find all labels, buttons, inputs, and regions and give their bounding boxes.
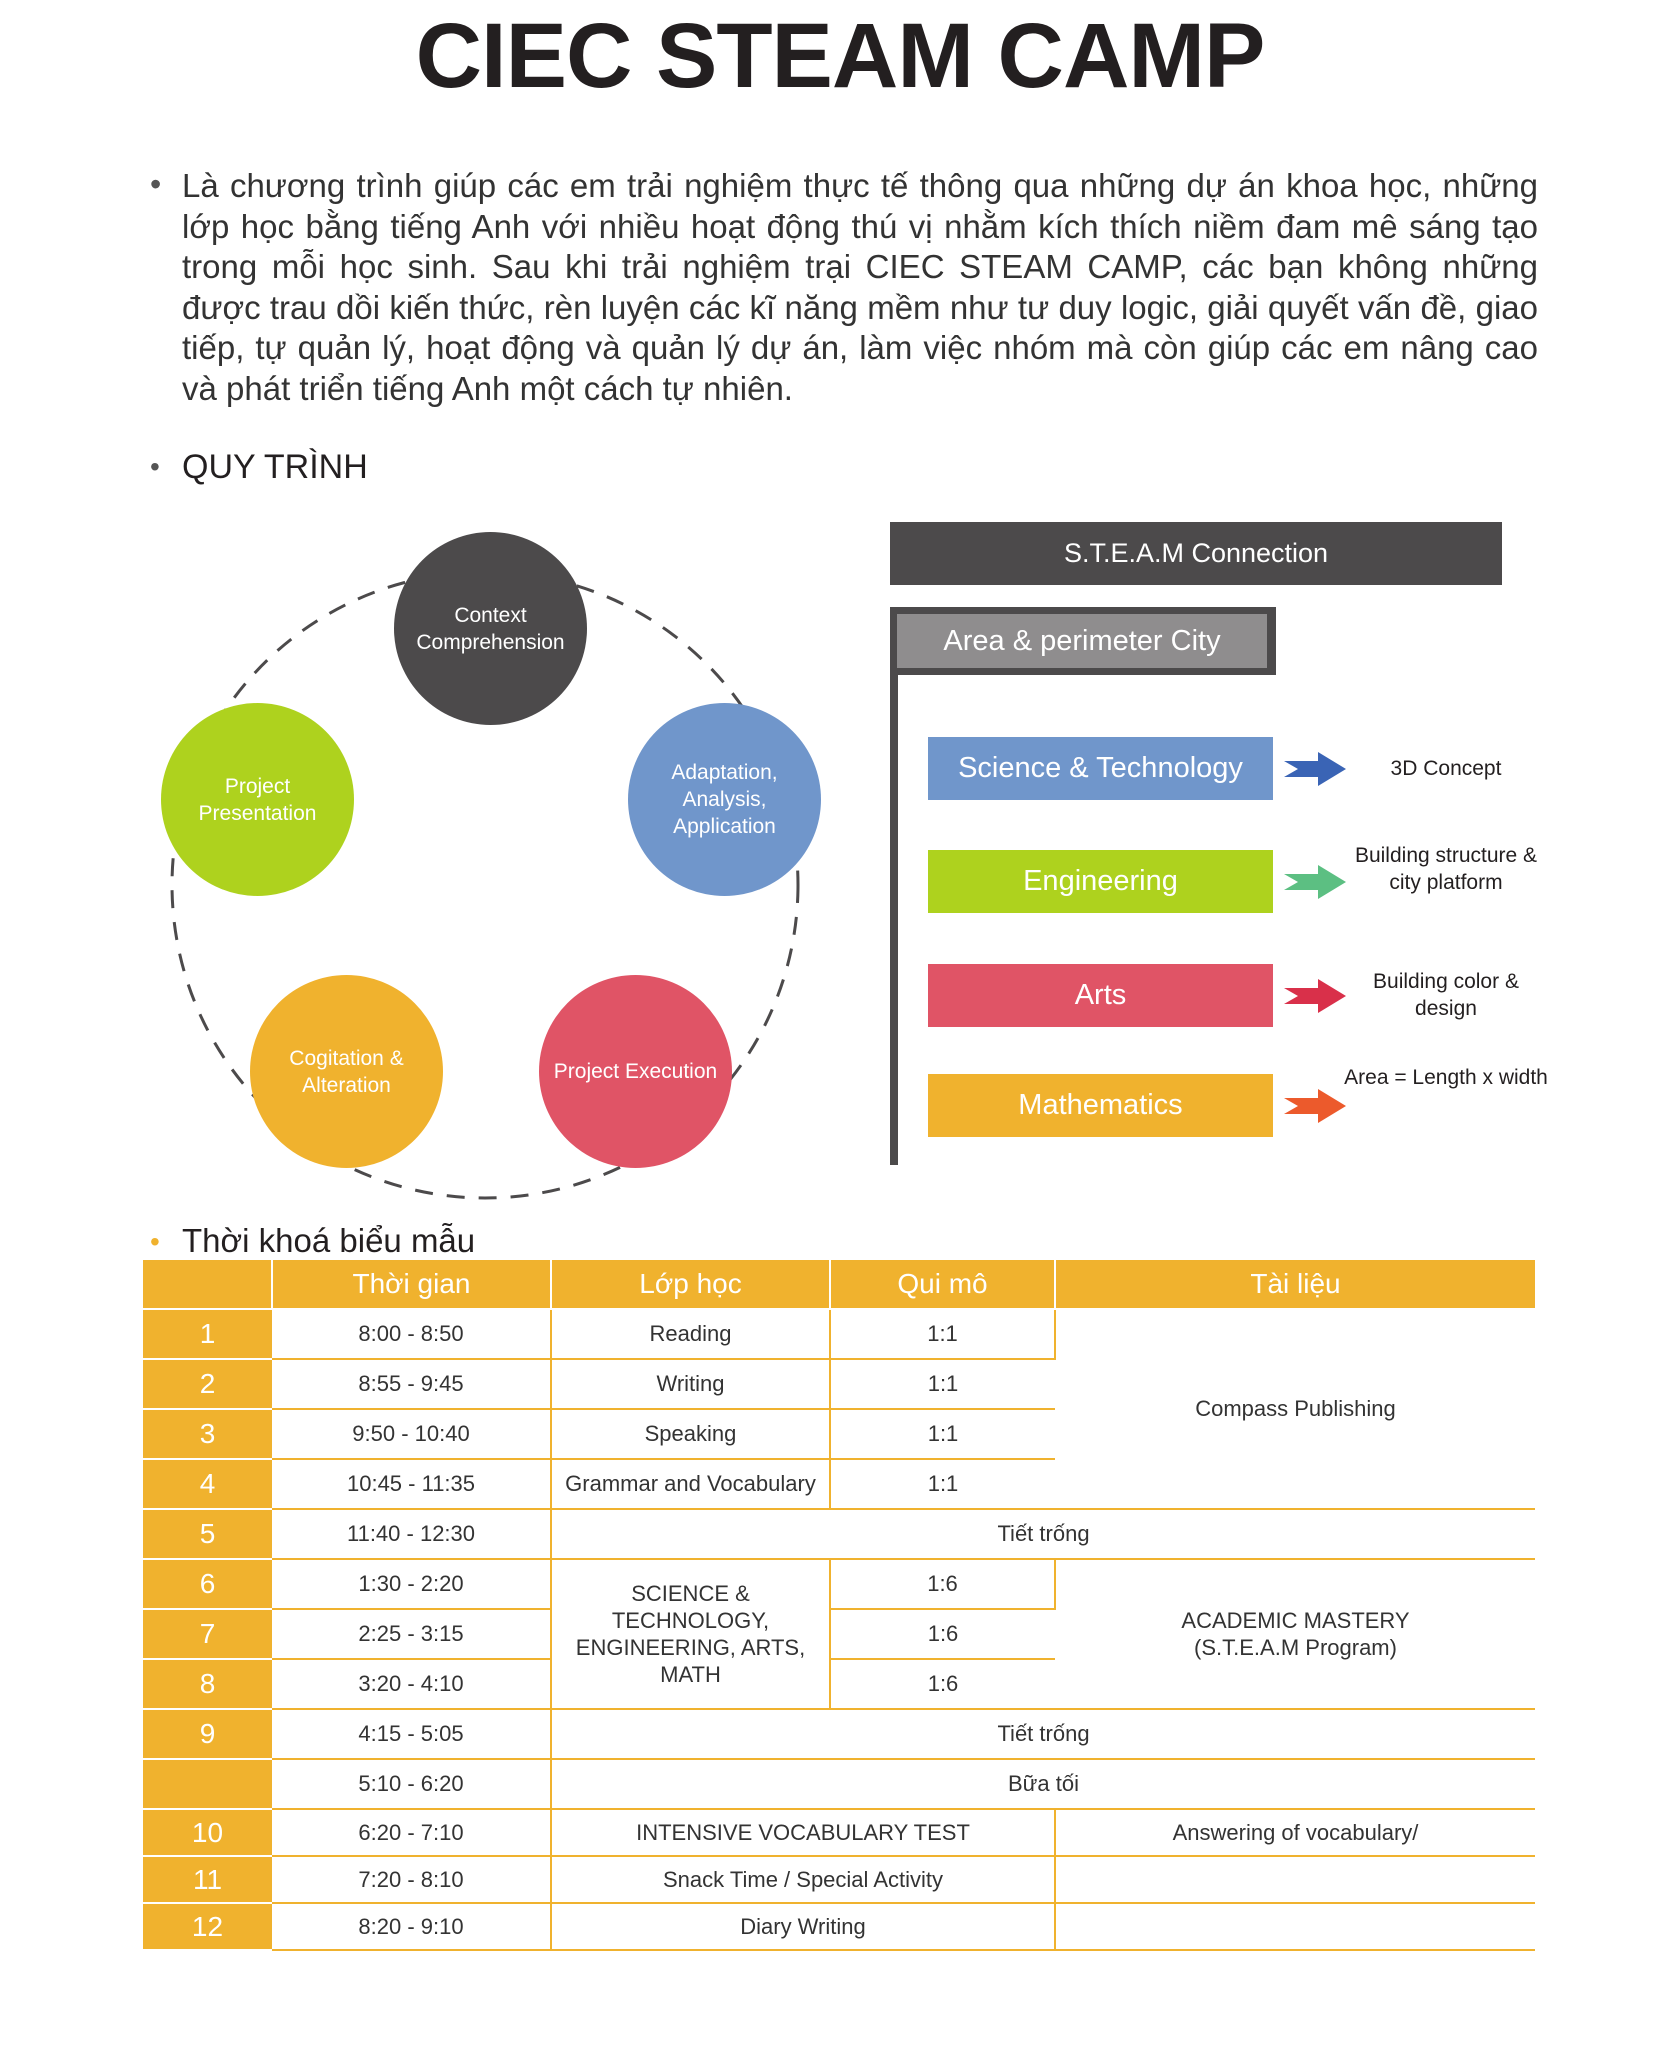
period-class: Diary Writing <box>551 1903 1055 1950</box>
process-step-context <box>394 532 587 725</box>
period-scale: 1:1 <box>830 1309 1055 1359</box>
process-bullet: • <box>150 451 160 482</box>
period-number: 9 <box>143 1709 272 1759</box>
period-number: 2 <box>143 1359 272 1409</box>
header-time: Thời gian <box>272 1260 551 1309</box>
process-step-label: Project Presentation <box>198 774 317 825</box>
process-step-label: Cogitation & Alteration <box>289 1046 404 1097</box>
period-class: INTENSIVE VOCABULARY TEST <box>551 1809 1055 1856</box>
period-time: 8:00 - 8:50 <box>272 1309 551 1359</box>
period-scale: 1:1 <box>830 1359 1055 1409</box>
arrow-right-icon <box>1284 1089 1348 1123</box>
period-material <box>1055 1903 1535 1950</box>
arrow-right-icon <box>1284 979 1348 1013</box>
steam-bar-engineering <box>928 850 1273 913</box>
period-time: 6:20 - 7:10 <box>272 1809 551 1856</box>
period-time: 1:30 - 2:20 <box>272 1559 551 1609</box>
steam-bar-label: Science & Technology <box>958 752 1243 784</box>
steam-bar-arts <box>928 964 1273 1027</box>
arrow-right-icon <box>1284 865 1348 899</box>
process-step-execution <box>539 975 732 1168</box>
steam-bar-mathematics <box>928 1074 1273 1137</box>
table-row <box>143 1856 1535 1903</box>
page-title: CIEC STEAM CAMP <box>415 5 1265 107</box>
period-time: 3:20 - 4:10 <box>272 1659 551 1709</box>
period-time: 2:25 - 3:15 <box>272 1609 551 1659</box>
period-class: Grammar and Vocabulary <box>551 1459 830 1509</box>
arrow-right-icon <box>1284 752 1348 786</box>
period-scale: 1:1 <box>830 1459 1055 1509</box>
period-dinner: Bữa tối <box>551 1759 1535 1809</box>
area-connector-line <box>890 675 898 1165</box>
schedule-heading: Thời khoá biểu mẫu <box>182 1222 476 1259</box>
period-number: 1 <box>143 1309 272 1359</box>
period-number <box>143 1759 272 1809</box>
period-number: 6 <box>143 1559 272 1609</box>
header-scale: Qui mô <box>830 1260 1055 1309</box>
table-row <box>143 1509 1535 1559</box>
header-material: Tài liệu <box>1055 1260 1535 1309</box>
process-step-label: Context Comprehension <box>416 603 565 654</box>
table-row <box>143 1809 1535 1856</box>
period-free: Tiết trống <box>551 1509 1535 1559</box>
period-number: 5 <box>143 1509 272 1559</box>
period-number: 11 <box>143 1856 272 1903</box>
steam-bar-label: Engineering <box>1023 865 1178 897</box>
period-scale: 1:6 <box>830 1659 1055 1709</box>
intro-paragraph: Là chương trình giúp các em trải nghiệm thực tế thông qua những dự án khoa học, những lớp học bằng tiếng Anh với nhiều hoạt động thú vị nhằm kích thích niềm đam mê sáng tạo trong mỗi học sinh. Sau khi trải nghiệm trại CIEC STEAM CAMP, các bạn không những được trau dồi kiến thức, rèn luyện các kĩ năng mềm như tư duy logic, giải quyết vấn đề, giao tiếp, tự quản lý, hoạt động và quản lý dự án, làm việc nhóm mà còn giúp các em nâng cao và phát triển tiếng Anh một cách tự nhiên. <box>182 167 1538 407</box>
period-number: 10 <box>143 1809 272 1856</box>
steam-note-arts: Building color & design <box>1373 970 1519 1020</box>
intro-bullet: • <box>150 166 162 202</box>
area-title: Area & perimeter City <box>897 614 1267 668</box>
period-number: 8 <box>143 1659 272 1709</box>
steam-note-mathematics: Area = Length x width <box>1344 1066 1548 1089</box>
period-time: 5:10 - 6:20 <box>272 1759 551 1809</box>
steam-note-engineering: Building structure & city platform <box>1354 844 1538 894</box>
process-step-presentation <box>161 703 354 896</box>
period-scale: 1:1 <box>830 1409 1055 1459</box>
period-number: 4 <box>143 1459 272 1509</box>
period-time: 9:50 - 10:40 <box>272 1409 551 1459</box>
period-scale: 1:6 <box>830 1609 1055 1659</box>
process-heading: QUY TRÌNH <box>182 448 368 486</box>
period-class: Reading <box>551 1309 830 1359</box>
period-material: Compass Publishing <box>1055 1309 1535 1509</box>
period-time: 8:20 - 9:10 <box>272 1903 551 1950</box>
period-free: Tiết trống <box>551 1709 1535 1759</box>
material-line: ACADEMIC MASTERY <box>1181 1608 1410 1633</box>
header-class: Lớp học <box>551 1260 830 1309</box>
period-number: 3 <box>143 1409 272 1459</box>
period-class: Writing <box>551 1359 830 1409</box>
period-time: 8:55 - 9:45 <box>272 1359 551 1409</box>
period-class: Speaking <box>551 1409 830 1459</box>
period-material <box>1055 1856 1535 1903</box>
period-material <box>1055 1559 1535 1709</box>
steam-bar-label: Arts <box>1074 979 1127 1011</box>
period-scale: 1:6 <box>830 1559 1055 1609</box>
table-row <box>143 1903 1535 1950</box>
process-step-label: Adaptation, Analysis, Application <box>671 761 778 838</box>
period-material: Answering of vocabulary/ <box>1055 1809 1535 1856</box>
table-row <box>143 1759 1535 1809</box>
schedule-table <box>143 1260 1535 1951</box>
process-step-adaptation <box>628 703 821 896</box>
steam-bar-science <box>928 737 1273 800</box>
period-class: Snack Time / Special Activity <box>551 1856 1055 1903</box>
period-number: 12 <box>143 1903 272 1950</box>
table-row <box>143 1709 1535 1759</box>
steam-connection-header: S.T.E.A.M Connection <box>890 522 1502 585</box>
period-time: 11:40 - 12:30 <box>272 1509 551 1559</box>
process-step-label: Project Execution <box>553 1060 718 1083</box>
period-time: 7:20 - 8:10 <box>272 1856 551 1903</box>
period-class: SCIENCE & TECHNOLOGY, ENGINEERING, ARTS, MATH <box>551 1559 830 1709</box>
process-step-cogitation <box>250 975 443 1168</box>
steam-bar-label: Mathematics <box>1018 1089 1183 1121</box>
period-time: 10:45 - 11:35 <box>272 1459 551 1509</box>
table-row <box>143 1309 1535 1359</box>
table-row <box>143 1559 1535 1609</box>
period-time: 4:15 - 5:05 <box>272 1709 551 1759</box>
period-number: 7 <box>143 1609 272 1659</box>
material-line: (S.T.E.A.M Program) <box>1194 1635 1397 1660</box>
schedule-bullet: • <box>150 1226 160 1257</box>
table-header-row <box>143 1260 1535 1309</box>
header-number <box>143 1260 272 1309</box>
steam-note-science: 3D Concept <box>1390 757 1502 780</box>
